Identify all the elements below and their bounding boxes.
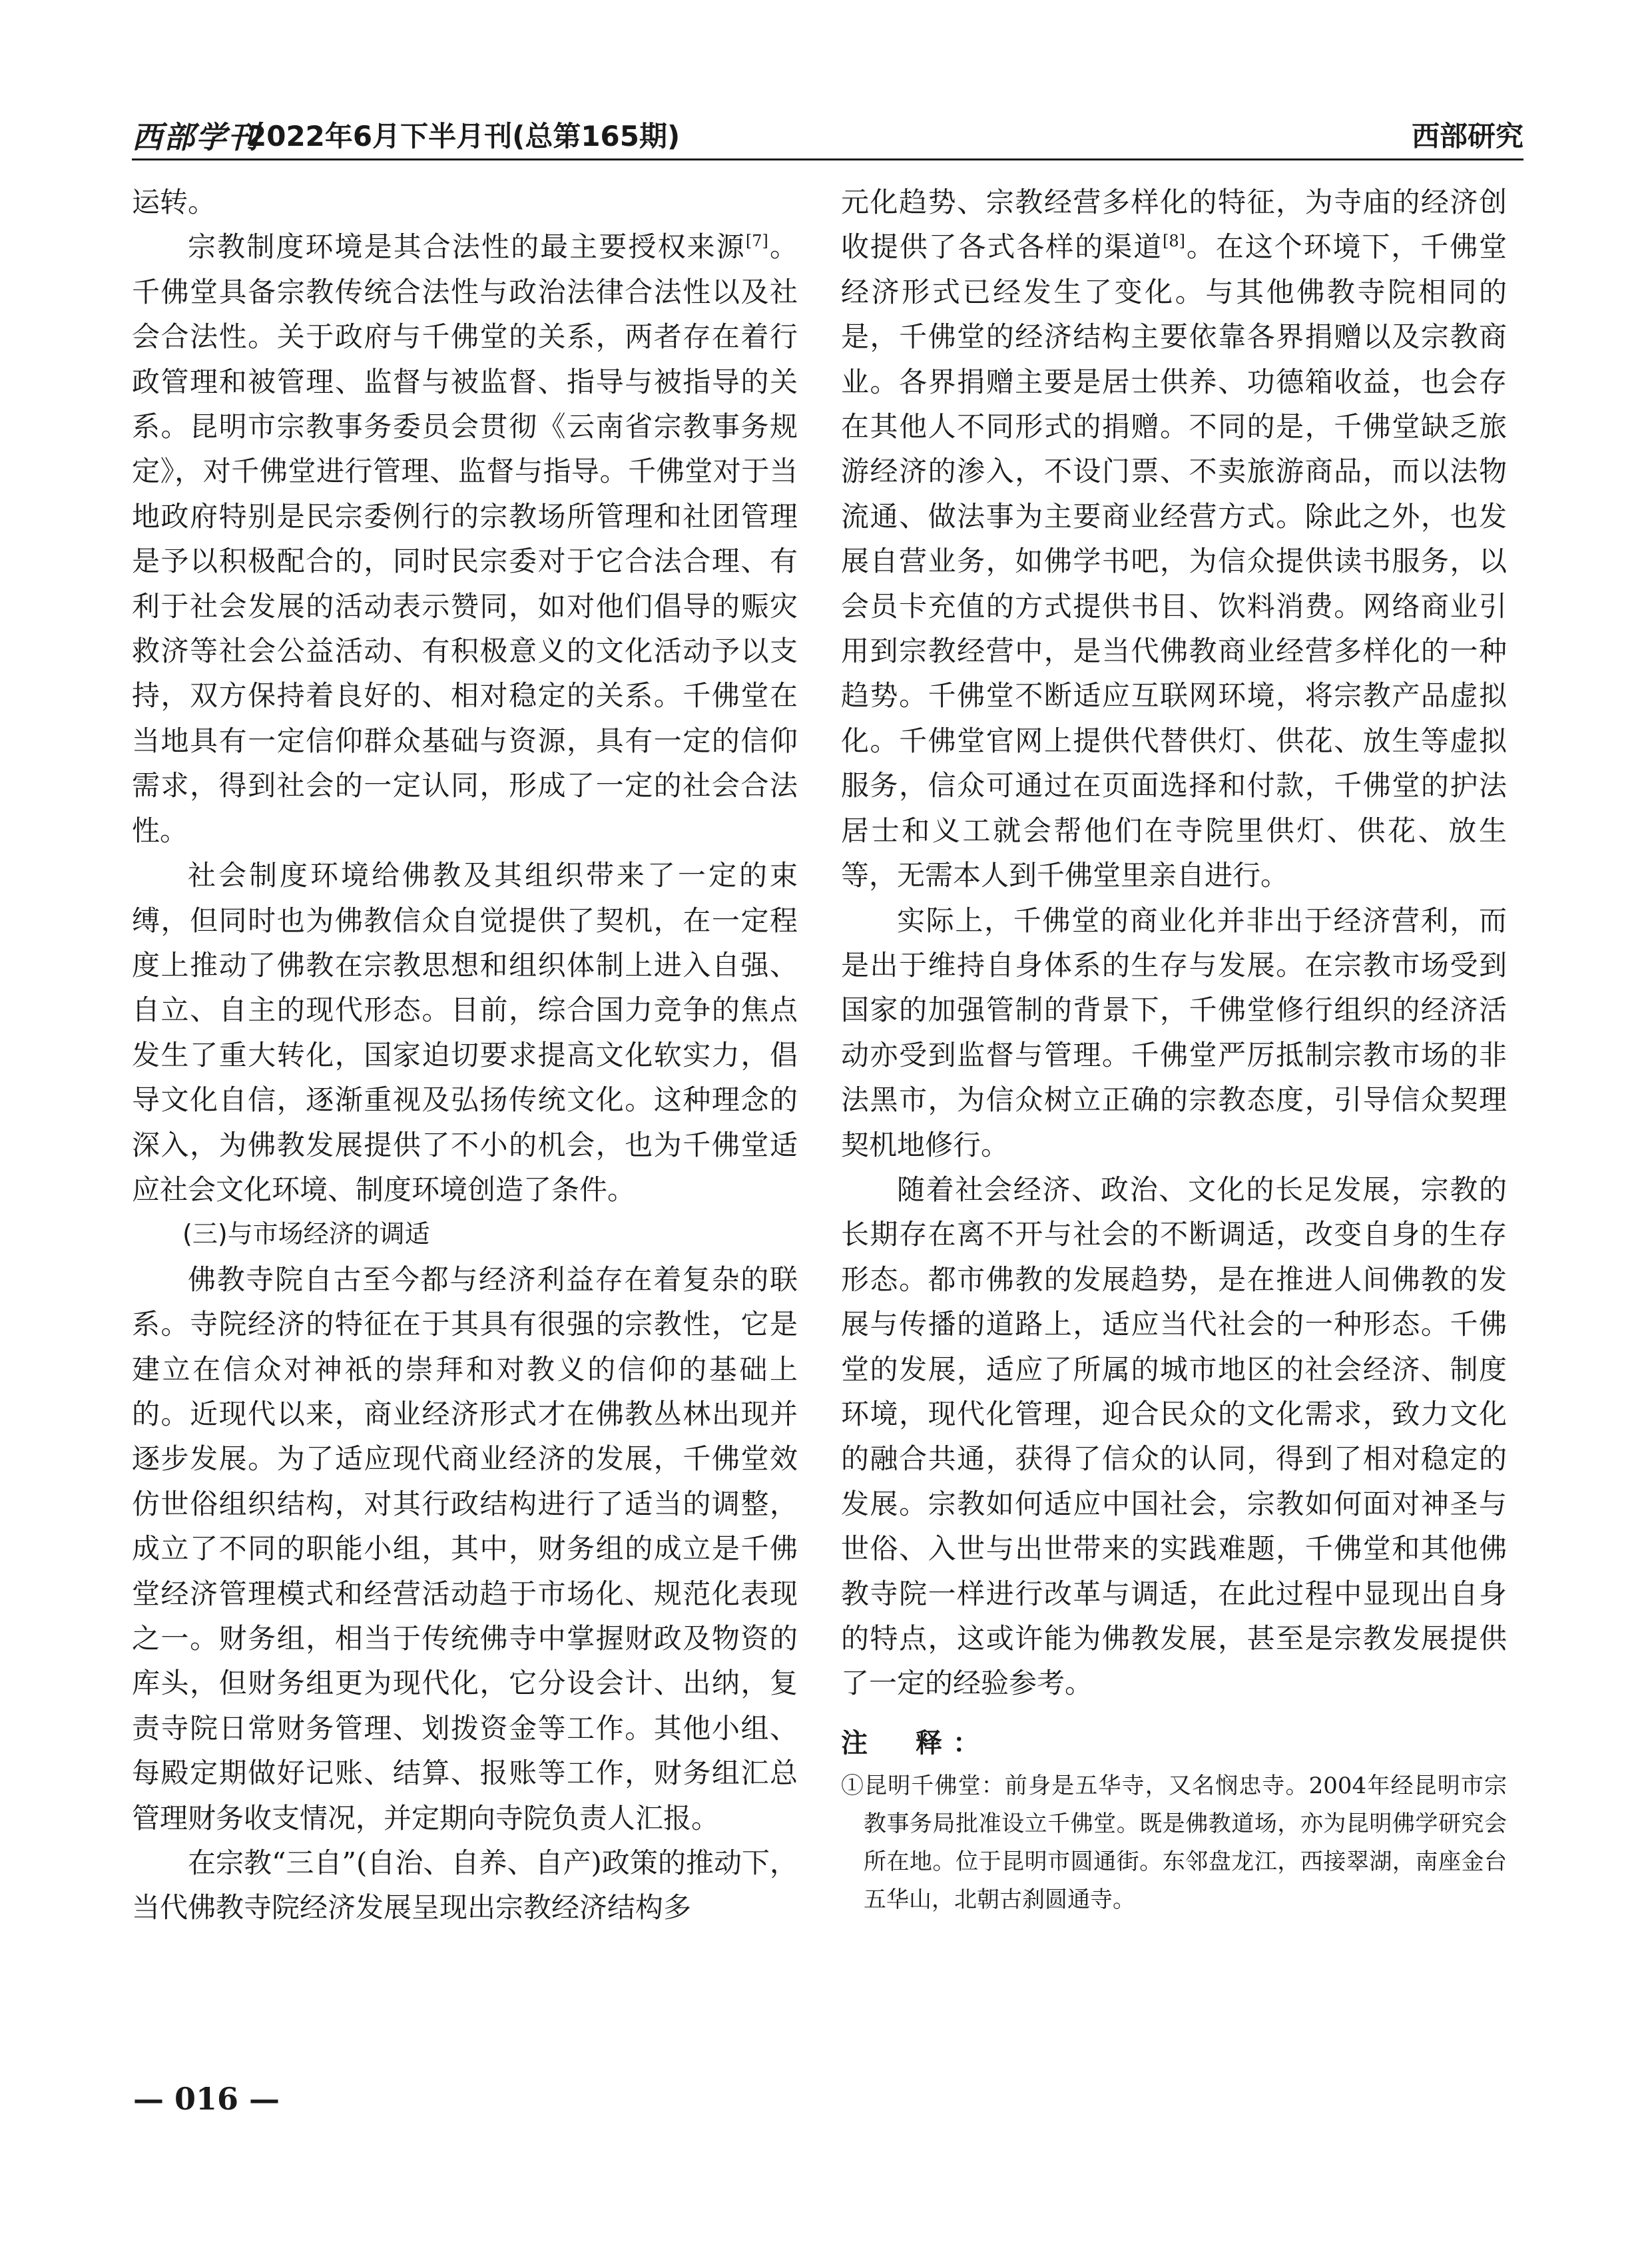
paragraph: 佛教寺院自古至今都与经济利益存在着复杂的联系。寺院经济的特征在于其具有很强的宗教性，它是建立在信众对神祇的崇拜和对教义的信仰的基础上的。近现代以来，商业经济形式才在佛教丛林出现并逐步发展。为了适应现代商业经济的发展，千佛堂效仿世俗组织结构，对其行政结构进行了适当的调整，成立了不同的职能小组，其中，财务组的成立是千佛堂经济管理模式和经营活动趋于市场化、规范化表现之一。财务组，相当于传统佛寺中掌握财政及物资的库头，但财务组更为现代化，它分设会计、出纳，复责寺院日常财务管理、划拨资金等工作。其他小组、每殿定期做好记账、结算、报账等工作，财务组汇总管理财务收支情况，并定期向寺院负责人汇报。 [132,1262,798,1834]
footnote: ①昆明千佛堂：前身是五华寺，又名悯忠寺。2004年经昆明市宗教事务局批准设立千佛堂。既是佛教道场，亦为昆明佛学研究会所在地。位于昆明市圆通街。东邻盘龙江，西接翠湖，南座金台五华山，北朝古刹圆通寺。 [841,1772,1507,1913]
citation-ref: [8] [1163,232,1185,251]
paragraph: 随着社会经济、政治、文化的长足发展，宗教的长期存在离不开与社会的不断调适，改变自身的生存形态。都市佛教的发展趋势，是在推进人间佛教的发展与传播的道路上，适应当代社会的一种形态。千佛堂的发展，适应了所属的城市地区的社会经济、制度环境，现代化管理，迎合民众的文化需求，致力文化的融合共通，获得了信众的认同，得到了相对稳定的发展。宗教如何适应中国社会，宗教如何面对神圣与世俗、入世与出世带来的实践难题，千佛堂和其他佛教寺院一样进行改革与调适，在此过程中显现出自身的特点，这或许能为佛教发展，甚至是宗教发展提供了一定的经验参考。 [841,1173,1507,1700]
running-header [132,112,1523,158]
paragraph [841,180,1507,898]
section-subheading: (三)与市场经济的调适 [182,1219,430,1249]
paragraph: 在宗教“三自”(自治、自养、自产)政策的推动下，当代佛教寺院经济发展呈现出宗教经济结构多 [132,1846,798,1924]
right-column [841,180,1507,1919]
paragraph [132,224,798,853]
paragraph-text: 元化趋势、宗教经营多样化的特征，为寺庙的经济创收提供了各式各样的渠道 [841,186,1507,264]
paragraph-text: 。千佛堂具备宗教传统合法性与政治法律合法性以及社会合法性。关于政府与千佛堂的关系，两者存在着行政管理和被管理、监督与被监督、指导与被指导的关系。昆明市宗教事务委员会贯彻《云南省宗教事务规定》，对千佛堂进行管理、监督与指导。千佛堂对于当地政府特别是民宗委例行的宗教场所管理和社团管理是予以积极配合的，同时民宗委对于它合法合理、有利于社会发展的活动表示赞同，如对他们倡导的赈灾救济等社会公益活动、有积极意义的文化活动予以支持，双方保持着良好的、相对稳定的关系。千佛堂在当地具有一定信仰群众基础与资源，具有一定的信仰需求，得到社会的一定认同，形成了一定的社会合法性。 [132,230,798,847]
left-column [132,180,798,1930]
paragraph: 社会制度环境给佛教及其组织带来了一定的束缚，但同时也为佛教信众自觉提供了契机，在一定程度上推动了佛教在宗教思想和组织体制上进入自强、自立、自主的现代形态。目前，综合国力竞争的焦点发生了重大转化，国家迫切要求提高文化软实力，倡导文化自信，逐渐重视及弘扬传统文化。这种理念的深入，为佛教发展提供了不小的机会，也为千佛堂适应社会文化环境、制度环境创造了条件。 [132,859,798,1206]
issue-info: 2022年6月下半月刊(总第165期) [247,120,681,152]
header-rule [132,158,1523,160]
journal-logo: 西部学刊 [132,119,260,155]
paragraph: 实际上，千佛堂的商业化并非出于经济营利，而是出于维持自身体系的生存与发展。在宗教市场受到国家的加强管制的背景下，千佛堂修行组织的经济活动亦受到监督与管理。千佛堂严厉抵制宗教市场的非法黑市，为信众树立正确的宗教态度，引导信众契理契机地修行。 [841,904,1507,1161]
paragraph-text: 。在这个环境下，千佛堂经济形式已经发生了变化。与其他佛教寺院相同的是，千佛堂的经济结构主要依靠各界捐赠以及宗教商业。各界捐赠主要是居士供养、功德箱收益，也会存在其他人不同形式的捐赠。不同的是，千佛堂缺乏旅游经济的渗入，不设门票、不卖旅游商品，而以法物流通、做法事为主要商业经营方式。除此之外，也发展自营业务，如佛学书吧，为信众提供读书服务，以会员卡充值的方式提供书目、饮料消费。网络商业引用到宗教经营中，是当代佛教商业经营多样化的一种趋势。千佛堂不断适应互联网环境，将宗教产品虚拟化。千佛堂官网上提供代替供灯、供花、放生等虚拟服务，信众可通过在页面选择和付款，千佛堂的护法居士和义工就会帮他们在寺院里供灯、供花、放生等，无需本人到千佛堂里亲自进行。 [841,230,1507,892]
paragraph-text: 宗教制度环境是其合法性的最主要授权来源 [188,230,746,264]
paragraph: 运转。 [132,186,216,218]
section-name: 西部研究 [1411,120,1523,152]
page-number: — 016 — [133,2081,280,2117]
notes-heading: 注 释： [841,1727,990,1759]
citation-ref: [7] [745,232,768,251]
